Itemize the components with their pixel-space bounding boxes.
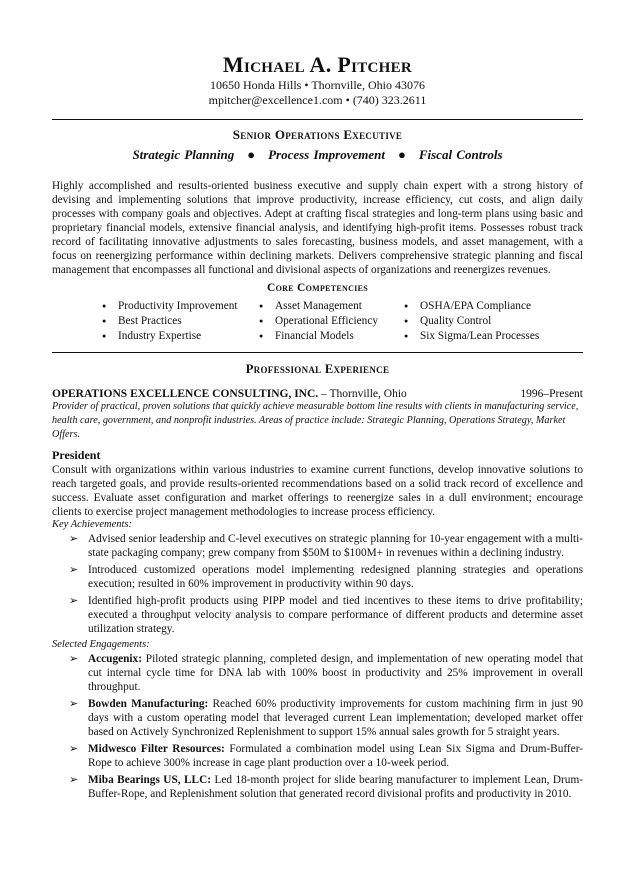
company-info [52, 388, 407, 400]
achievement-item: ➢ Identified high-profit products using PIPP model and tied incentives to these items to drive profitability; executed a throughput velocity analysis to compare performance of different products and determine asset utilization strategy. [69, 595, 583, 635]
focus-item: Process Improvement [268, 147, 385, 162]
resume-page [0, 52, 638, 878]
company-line [52, 388, 583, 400]
experience-title: Professional Experience [245, 362, 390, 376]
competencies-grid [52, 299, 583, 344]
arrow-bullet-icon: ➢ [69, 774, 79, 786]
company-description: Provider of practical, proven solutions that quickly achieve measurable bottom line results with clients in manufacturing service, health care, government, and nonprofit industries. Areas of practice include: Strategic Planning, Operations Strategy, Market Offers. [52, 401, 579, 440]
competencies-column [102, 299, 259, 344]
bullet-icon: ● [397, 147, 406, 162]
job-title: President [52, 448, 101, 462]
engagements-label: Selected Engagements: [52, 639, 150, 650]
achievements-list [52, 532, 583, 636]
competency-item: ● Financial Models [259, 329, 404, 344]
competency-item: ● Operational Efficiency [259, 314, 404, 329]
header-divider [52, 119, 583, 120]
headline-title: Senior Operations Executive [232, 127, 403, 142]
focus-item: Fiscal Controls [418, 147, 503, 162]
professional-summary: Highly accomplished and results-oriented business executive and supply chain expert with a strong history of devising and implementing solutions that improve productivity, increase efficiency, cut costs, and align daily processes with company goals and objectives. Adept at crafting fiscal strategies and long-term plans using basic and proprietary financial models, extensive financial analysis, and identifying high-profit items. Possesses robust track record of facilitating innovative adjustments to sales forecasting, business models, and asset management, with a focus on reenergizing performance within declining markets. Delivers comprehensive strategic planning and fiscal management that encompasses all functional and divisional aspects of organizations and reenergizes revenues. [52, 180, 583, 276]
competency-item: ● Quality Control [404, 314, 554, 329]
arrow-bullet-icon: ➢ [69, 533, 79, 545]
competency-item: ● Best Practices [102, 314, 259, 329]
competency-item: ● Industry Expertise [102, 329, 259, 344]
engagement-item: ➢ Midwesco Filter Resources: Formulated a combination model using Lean Six Sigma and Drum-Buffer-Rope to achieve 300% increase in cage plant production over a 10-week period. [69, 743, 583, 769]
achievements-label: Key Achievements: [52, 519, 132, 530]
contact-line: mpitcher@excellence1.com • (740) 323.2611 [208, 93, 427, 107]
candidate-name: Michael A. Pitcher [222, 52, 413, 77]
competencies-title: Core Competencies [266, 282, 369, 294]
competency-item: ● Asset Management [259, 299, 404, 314]
arrow-bullet-icon: ➢ [69, 698, 79, 710]
company-location: – Thornville, Ohio [318, 388, 407, 400]
engagement-item: ➢ Miba Bearings US, LLC: Led 18-month project for slide bearing manufacturer to implement Lean, Drum-Buffer-Rope, and Replenishment solution that generated record divisional profits and productivity in 2010. [69, 774, 583, 800]
bullet-icon: ● [247, 147, 256, 162]
client-name: Midwesco Filter Resources: [88, 743, 225, 755]
client-name: Bowden Manufacturing: [88, 698, 209, 710]
achievement-item: ➢ Introduced customized operations model implementing redesigned planning strategies and operations execution; resulted in 60% improvement in productivity within 90 days. [69, 564, 583, 590]
arrow-bullet-icon: ➢ [69, 653, 79, 665]
company-name: OPERATIONS EXCELLENCE CONSULTING, INC. [52, 388, 319, 400]
competency-item: ● OSHA/EPA Compliance [404, 299, 554, 314]
competencies-column [259, 299, 404, 344]
focus-areas [52, 147, 583, 163]
section-divider [52, 352, 583, 353]
role-summary: Consult with organizations within various industries to examine current functions, develop innovative solutions to reach targeted goals, and provide results-oriented recommendations based on a solid track record of excellence and success. Evaluate asset configuration and market offerings to reenergize sales in a dull environment; encourage clients to exercise project management methodologies to increase process efficiency. [52, 464, 583, 518]
client-name: Miba Bearings US, LLC: [88, 774, 212, 786]
competency-item: ● Six Sigma/Lean Processes [404, 329, 554, 344]
arrow-bullet-icon: ➢ [69, 564, 79, 576]
client-name: Accugenix: [88, 653, 142, 665]
achievement-item: ➢ Advised senior leadership and C-level executives on strategic planning for 10-year engagement with a multi-state packaging company; grew company from $50M to $100M+ in revenues within a declining industry. [69, 533, 583, 559]
arrow-bullet-icon: ➢ [69, 595, 79, 607]
address-line: 10650 Honda Hills • Thornville, Ohio 43076 [210, 78, 425, 92]
focus-item: Strategic Planning [132, 147, 235, 162]
engagements-list [52, 652, 583, 801]
competencies-column [404, 299, 554, 344]
engagement-item: ➢ Accugenix: Piloted strategic planning, completed design, and implementation of new operating model that cut internal cycle time for DNA lab with 100% boost in productivity and 25% improvement in overall throughput. [69, 653, 583, 693]
competency-item: ● Productivity Improvement [102, 299, 259, 314]
arrow-bullet-icon: ➢ [69, 743, 79, 755]
employment-dates: 1996–Present [520, 388, 583, 400]
engagement-item: ➢ Bowden Manufacturing: Reached 60% productivity improvements for custom machining firm in just 90 days with a custom operating model that leveraged current Lean implementation; developed market offer based on Actively Synchronized Replenishment to support 15% annual sales growth for 5 straight years. [69, 698, 583, 738]
